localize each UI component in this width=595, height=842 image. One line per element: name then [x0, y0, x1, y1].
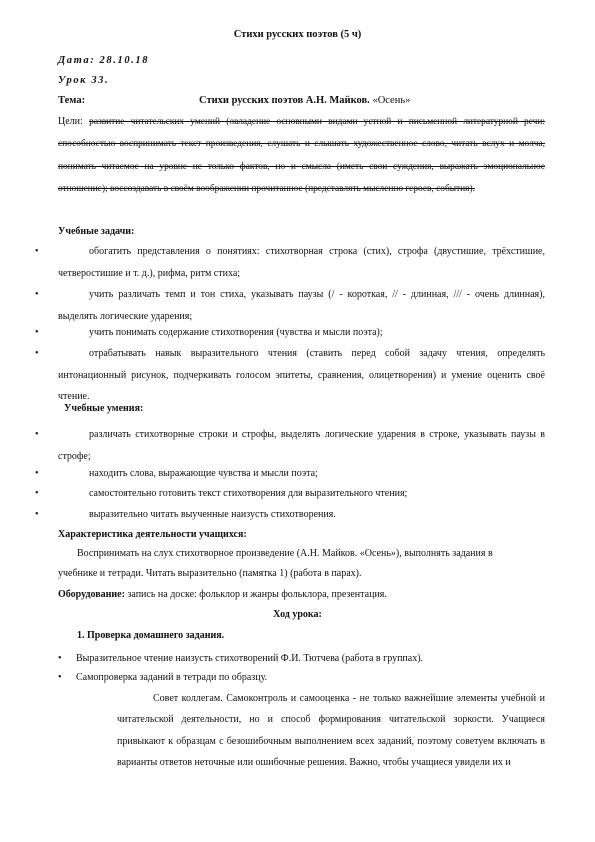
document-title: Стихи русских поэтов (5 ч): [233, 29, 362, 40]
course-bullet-text: Самопроверка заданий в тетради по образцу.: [76, 672, 268, 683]
skills-heading: Учебные умения:: [64, 403, 144, 414]
bullet-icon: •: [35, 289, 39, 300]
bullet-icon: •: [35, 348, 39, 359]
task-item-text: обогатить представления о понятиях: стихотворная строка (стих), строфа (двустишие, трёхстишие, четверостишие и т. д.), рифма, ритм стиха;: [58, 246, 545, 279]
equipment-label: Оборудование:: [58, 589, 125, 600]
bullet-icon: •: [35, 327, 39, 338]
bullet-icon: •: [35, 509, 39, 520]
bullet-icon: •: [35, 468, 39, 479]
task-item: [35, 241, 545, 284]
skill-item: [35, 504, 545, 526]
bullet-icon: •: [35, 429, 39, 440]
task-item: [35, 284, 545, 327]
lesson-date: Дата: 28.10.18: [58, 55, 150, 66]
task-item: [35, 322, 545, 344]
equipment-text: запись на доске: фольклор и жанры фольклора, презентация.: [124, 589, 387, 600]
bullet-icon: •: [58, 653, 62, 664]
bullet-icon: •: [35, 246, 39, 257]
lesson-course-heading: Ход урока:: [273, 609, 322, 620]
topic-value-bold: Стихи русских поэтов А.Н. Майков.: [199, 95, 370, 106]
activity-line-2: учебнике и тетради. Читать выразительно (памятка 1) (работа в парах).: [58, 568, 362, 579]
goals-text: развитие читательских умений (овладение основными видами устной и письменной литературной речи: способностью воспринимать текст произведения, слушать и слышать художественное слово, читать вслух и молча, понимать читаемое на уровне не только фактов, но и смысла (иметь свои суждения, выражать эмоциональное отношение); воссоздавать в своём воображении прочитанное (представлять мысленно героев, события).: [58, 117, 545, 194]
skill-item: [35, 424, 545, 467]
bullet-icon: •: [58, 672, 62, 683]
topic-value: [199, 95, 410, 106]
advice-note: Совет коллегам. Самоконтроль и самооценка - не только важнейшие элементы учебной и читательской деятельности, но и способ формирования читательской зоркости. Учащиеся привыкают к образцам с безошибочным выполнением всех заданий, поэтому советуем включать в варианты ответов неточные или ошибочные решения. Важно, чтобы учащиеся увидели их и: [117, 693, 545, 769]
skill-item-text: различать стихотворные строки и строфы, выделять логические ударения в строке, указывать паузы в строфе;: [58, 429, 545, 462]
lesson-number: Урок 33.: [58, 75, 110, 86]
course-bullet-text: Выразительное чтение наизусть стихотворений Ф.И. Тютчева (работа в группах).: [76, 653, 424, 664]
topic-value-rest: «Осень»: [369, 95, 411, 106]
task-item-text: учить различать темп и тон стиха, указывать паузы (/ - короткая, // - длинная, /// - очень длинная), выделять логические ударения;: [58, 289, 545, 322]
task-item-text: отрабатывать навык выразительного чтения (ставить перед собой задачу чтения, определять интонационный рисунок, подчеркивать голосом эпитеты, сравнения, олицетворения) и умение оценить своё чтение.: [58, 348, 545, 403]
skill-item-text: находить слова, выражающие чувства и мысли поэта;: [89, 468, 318, 479]
task-item-text: учить понимать содержание стихотворения (чувства и мысли поэта);: [89, 327, 383, 338]
tasks-heading: Учебные задачи:: [58, 226, 135, 237]
step-1-heading: 1. Проверка домашнего задания.: [77, 630, 225, 641]
skill-item-text: выразительно читать выученные наизусть стихотворения.: [89, 509, 336, 520]
topic-label: Тема:: [58, 95, 86, 106]
skill-item: [35, 483, 545, 505]
activity-heading: Характеристика деятельности учащихся:: [58, 529, 247, 540]
skill-item-text: самостоятельно готовить текст стихотворения для выразительного чтения;: [89, 488, 408, 499]
task-item: [35, 343, 545, 408]
equipment-line: [58, 585, 387, 606]
activity-line-1: Воспринимать на слух стихотворное произведение (А.Н. Майков. «Осень»), выполнять задания в: [77, 548, 493, 559]
goals-label: Цели:: [58, 116, 90, 127]
goals-paragraph: [58, 111, 545, 200]
bullet-icon: •: [35, 488, 39, 499]
skill-item: [35, 463, 545, 485]
